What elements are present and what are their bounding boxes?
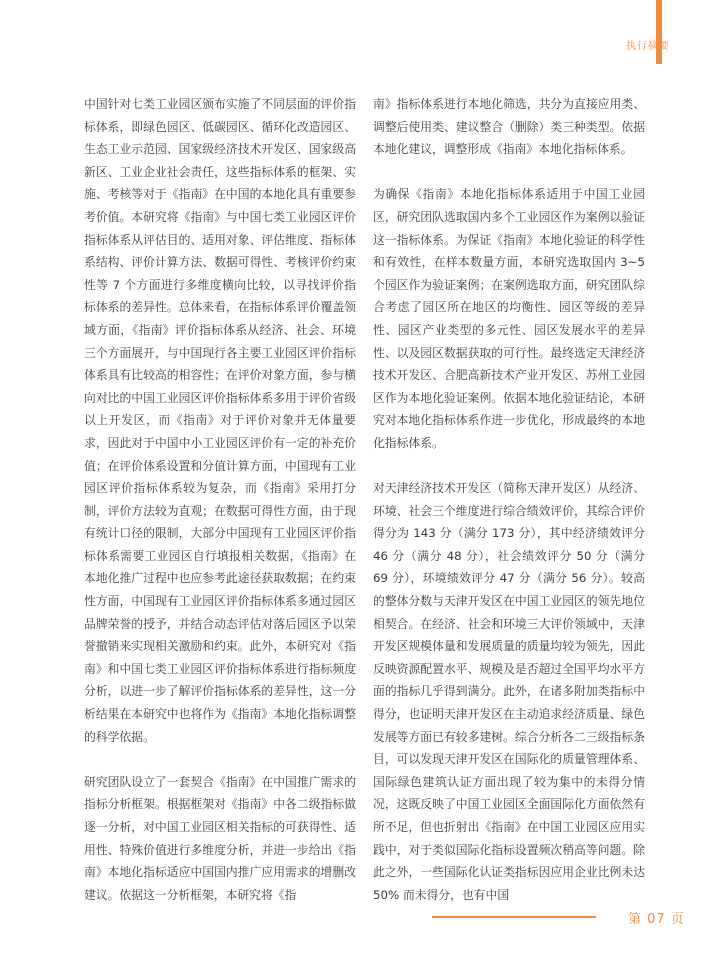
header-accent-bar [656, 0, 662, 64]
paragraph: 中国针对七类工业园区颁布实施了不同层面的评价指标体系，即绿色园区、低碳园区、循环化改造园区、生态工业示范园、国家级经济技术开发区、国家级高新区、工业企业社会责任，这些指标体系的框架、实施、考核等对于《指南》在中国的本地化具有重要参考价值。本研究将《指南》与中国七类工业园区评价指标体系从评估目的、适用对象、评估维度、指标体系结构、评价计算方法、数据可得性、考核评价约束性等 7 个方面进行多维度横向比较，以寻找评价指标体系的差异性。总体来看，在指标体系评价覆盖领域方面，《指南》评价指标体系从经济、社会、环境三个方面展开，与中国现行各主要工业园区评价指标体系具有比较高的相容性；在评价对象方面，参与横向对比的中国工业园区评价指标体系多用于评价省级以上开发区，而《指南》对于评价对象并无体量要求，因此对于中国中小工业园区评价有一定的补充价值；在评价体系设置和分值计算方面，中国现有工业园区评价指标体系较为复杂，而《指南》采用打分制，评价方法较为直观；在数据可得性方面，由于现有统计口径的限制，大部分中国现有工业园区评价指标体系需要工业园区自行填报相关数据，《指南》在本地化推广过程中也应参考此途径获取数据；在约束性方面，中国现有工业园区评价指标体系多通过园区品牌荣誉的授予，并结合动态评估对落后园区予以荣誉撤销来实现相关激励和约束。此外，本研究对《指南》和中国七类工业园区评价指标体系进行指标频度分析，以进一步了解评价指标体系的差异性，这一分析结果在本研究中也将作为《指南》本地化指标调整的科学依据。 [84, 97, 356, 744]
right-column [373, 93, 645, 929]
paragraph: 南》指标体系进行本地化筛选，共分为直接应用类、调整后使用类、建议整合（删除）类三种类型。依据本地化建议，调整形成《指南》本地化指标体系。 [373, 97, 645, 157]
left-column [84, 93, 356, 929]
paragraph: 研究团队设立了一套契合《指南》在中国推广需求的指标分析框架。根据框架对《指南》中各二级指标做逐一分析，对中国工业园区相关指标的可获得性、适用性、特殊价值进行多维度分析，并进一步给出《指南》本地化指标适应中国国内推广应用需求的增删改建议。依据这一分析框架，本研究将《指 [84, 774, 356, 902]
footer-divider [432, 916, 596, 918]
paragraph: 对天津经济技术开发区（简称天津开发区）从经济、环境、社会三个维度进行综合绩效评价，其综合评价得分为 143 分（满分 173 分），其中经济绩效评分 46 分（满分 48 分），社会绩效评分 50 分（满分 69 分），环境绩效评分 47 分（满分 56 分）。较高的整体分数与天津开发区在中国工业园区的领先地位相契合。在经济、社会和环境三大评价领域中，天津开发区规模体量和发展质量的质量均较为领先，因此反映资源配置水平、规模及是否超过全国平均水平方面的指标几乎得到满分。此外，在诸多附加类指标中得分，也证明天津开发区在主动追求经济质量、绿色发展等方面已有较多建树。综合分析各二三级指标条目，可以发现天津开发区在国际化的质量管理体系、国际绿色建筑认证方面出现了较为集中的未得分情况，这既反映了中国工业园区全面国际化方面依然有所不足，但也折射出《指南》在中国工业园区应用实践中，对于类似国际化指标设置频次稍高等问题。除此之外，一些国际化认证类指标因应用企业比例未达 50% 而未得分，也有中国 [373, 481, 645, 902]
page-number: 第 07 页 [628, 912, 685, 927]
section-label: 执行摘要 [626, 41, 670, 52]
paragraph: 为确保《指南》本地化指标体系适用于中国工业园区，研究团队选取国内多个工业园区作为案例以验证这一指标体系。为保证《指南》本地化验证的科学性和有效性，在样本数量方面，本研究选取国内 3~5 个园区作为验证案例；在案例选取方面，研究团队综合考虑了园区所在地区的均衡性、园区等级的差异性、园区产业类型的多元性、园区发展水平的差异性、以及园区数据获取的可行性。最终选定天津经济技术开发区、合肥高新技术产业开发区、苏州工业园区作为本地化验证案例。依据本地化验证结论，本研究对本地化指标体系作进一步优化，形成最终的本地化指标体系。 [373, 187, 645, 450]
